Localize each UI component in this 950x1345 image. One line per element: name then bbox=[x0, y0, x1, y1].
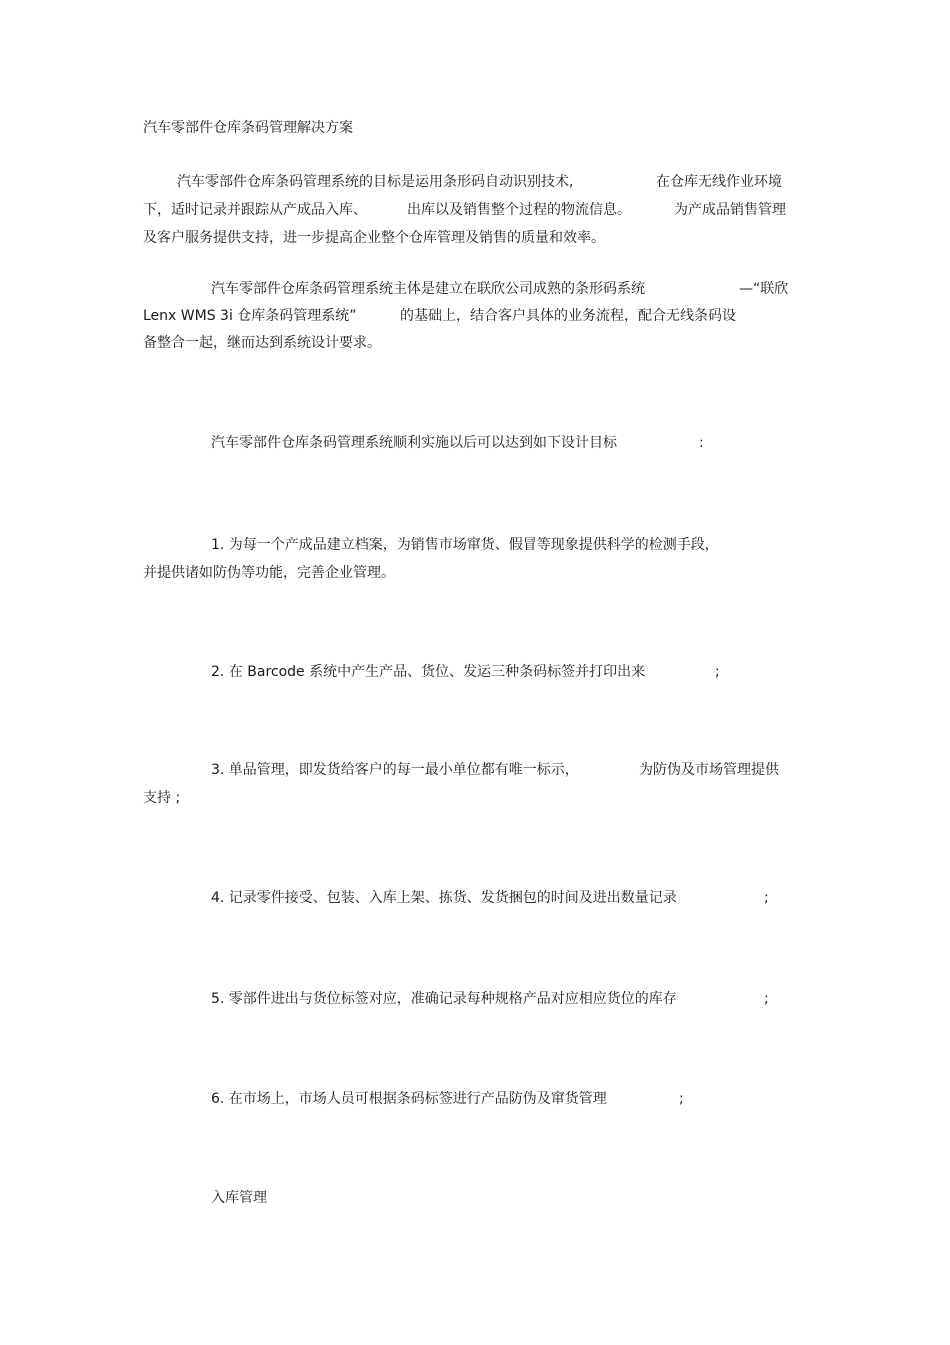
title-text: 汽车零部件仓库条码管理解决方案 bbox=[143, 120, 353, 136]
document-title bbox=[143, 118, 353, 138]
